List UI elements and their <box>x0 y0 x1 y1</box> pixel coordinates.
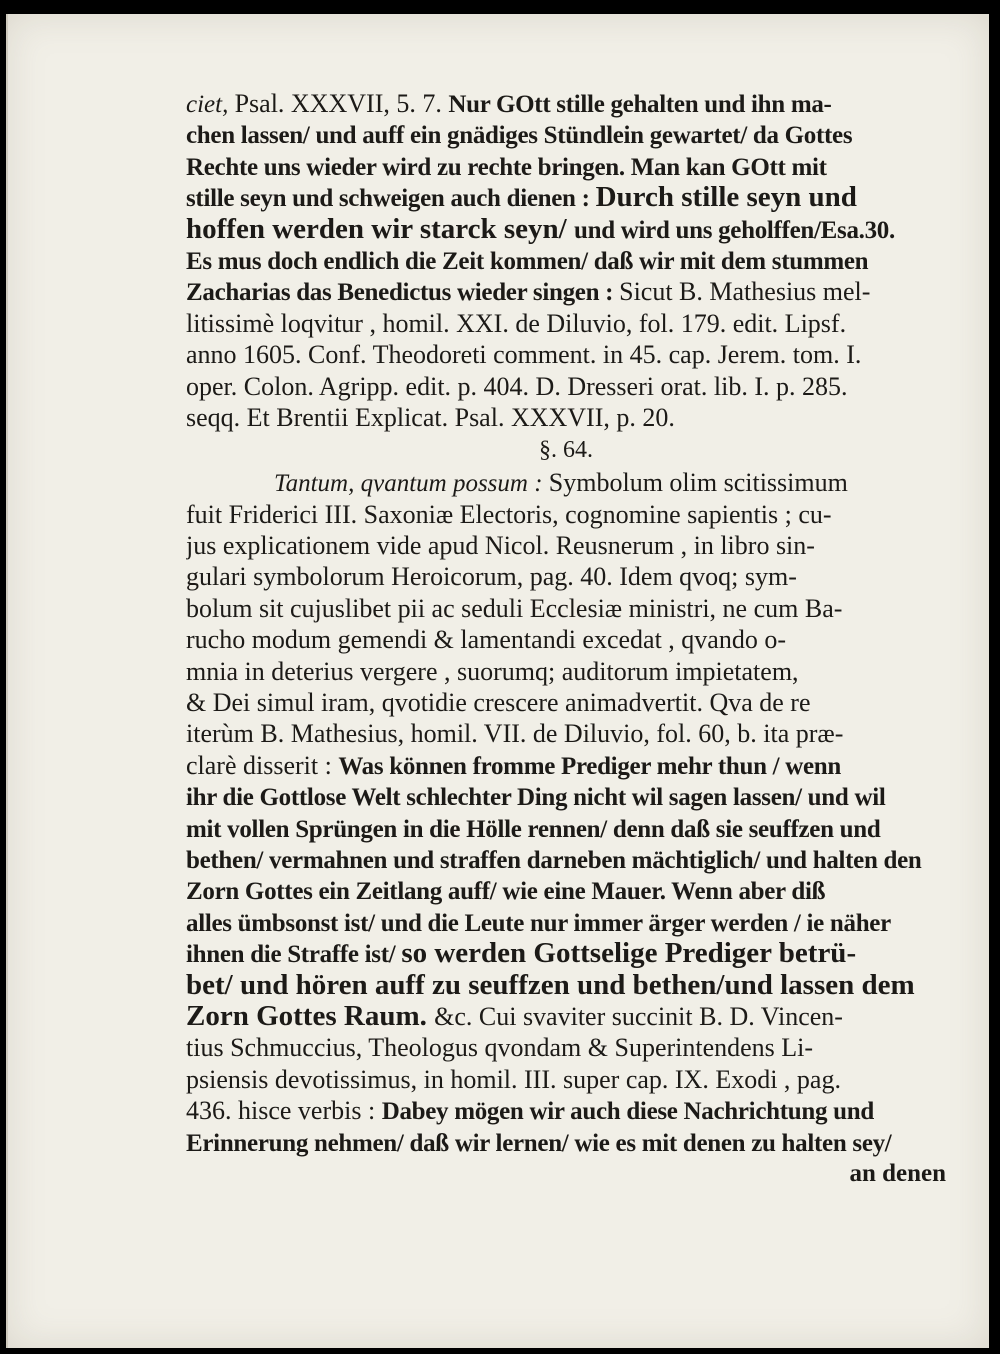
text-segment: tius Schmuccius, Theologus qvondam & Superintendens Li- <box>186 1033 814 1063</box>
text-segment: mit vollen Sprüngen in die Hölle rennen/ denn daß sie seuffzen und <box>186 815 881 843</box>
text-segment: Es mus doch endlich die Zeit kommen/ daß wir mit dem stummen <box>186 247 869 275</box>
text-segment: Was können fromme Prediger mehr thun / wenn <box>338 752 841 780</box>
paragraph-top <box>186 88 946 433</box>
paragraph-section-64-line <box>186 970 946 1001</box>
text-segment: & Dei simul iram, qvotidie crescere animadvertit. Qva de re <box>186 688 811 718</box>
paragraph-top-line <box>186 245 946 276</box>
text-segment: Zorn Gottes Raum. <box>186 1000 435 1032</box>
paragraph-top-line <box>186 88 946 119</box>
paragraph-top-line <box>186 371 946 402</box>
text-segment: und wird uns geholffen/Esa.30. <box>574 216 895 244</box>
paragraph-section-64-line <box>186 1001 946 1032</box>
paragraph-top-line <box>186 276 946 307</box>
text-segment: stille seyn und schweigen auch dienen : <box>186 185 596 213</box>
paragraph-section-64-line <box>186 781 946 812</box>
text-segment: ihr die Gottlose Welt schlechter Ding nicht wil sagen lassen/ und wil <box>186 784 886 812</box>
text-segment: chen lassen/ und auff ein gnädiges Stündlein gewartet/ da Gottes <box>186 122 853 150</box>
paragraph-section-64-line <box>186 499 946 530</box>
paragraph-section-64-line <box>186 1127 946 1158</box>
text-segment: psiensis devotissimus, in homil. III. super cap. IX. Exodi , pag. <box>186 1064 841 1094</box>
paragraph-section-64-line <box>186 1095 946 1126</box>
catchword: an denen <box>849 1159 946 1187</box>
paragraph-section-64-line <box>186 624 946 655</box>
text-segment: hoffen werden wir starck seyn/ <box>186 213 574 245</box>
text-segment: Psal. XXXVII, 5. 7. <box>234 89 449 118</box>
text-segment: Nur GOtt stille gehalten und ihn ma- <box>448 91 832 118</box>
text-segment: oper. Colon. Agripp. edit. p. 404. D. Dresseri orat. lib. I. p. 285. <box>186 371 848 401</box>
text-segment: Rechte uns wieder wird zu rechte bringen. Man kan GOtt mit <box>186 153 827 181</box>
text-segment: jus explicationem vide apud Nicol. Reusnerum , in libro sin- <box>186 531 815 561</box>
page-gutter-edge <box>6 14 8 1348</box>
section-heading: §. 64. <box>539 437 593 464</box>
paragraph-section-64-line <box>186 530 946 561</box>
text-segment: Symbolum olim scitissimum <box>548 468 848 498</box>
paragraph-section-64-line <box>186 656 946 687</box>
text-segment: mnia in deterius vergere , suorumq; auditorum impietatem, <box>186 656 799 686</box>
paragraph-section-64-line <box>186 750 946 781</box>
text-segment: iterùm B. Mathesius, homil. VII. de Diluvio, fol. 60, b. ita præ- <box>186 719 844 749</box>
paragraph-section-64-line <box>186 938 946 969</box>
text-segment: &c. Cui svaviter succinit B. D. Vincen- <box>434 1001 843 1031</box>
paragraph-section-64-line <box>186 813 946 844</box>
paragraph-section-64-line <box>186 593 946 624</box>
paragraph-top-line <box>186 308 946 339</box>
text-segment: rucho modum gemendi & lamentandi excedat , qvando o- <box>186 625 786 655</box>
text-segment: Durch stille seyn und <box>595 182 857 214</box>
paragraph-section-64-line <box>186 718 946 749</box>
book-page <box>6 14 989 1348</box>
text-segment: Zacharias das Benedictus wieder singen : <box>186 279 620 307</box>
text-segment: seqq. Et Brentii Explicat. Psal. XXXVII, p. 20. <box>186 402 675 432</box>
text-segment: clarè disserit : <box>186 750 339 780</box>
text-segment: bet/ und hören auff zu seuffzen und bethen/und lassen dem <box>186 969 915 1001</box>
paragraph-top-line <box>186 402 946 433</box>
text-segment: Zorn Gottes ein Zeitlang auff/ wie eine Mauer. Wenn aber diß <box>186 878 826 906</box>
page-text-block <box>186 88 946 1189</box>
text-segment: 436. hisce verbis : <box>186 1096 382 1126</box>
text-segment: Erinnerung nehmen/ daß wir lernen/ wie es mit denen zu halten sey/ <box>186 1129 892 1157</box>
text-segment: gulari symbolorum Heroicorum, pag. 40. Idem qvoq; sym- <box>186 562 797 592</box>
paragraph-section-64-line <box>186 1064 946 1095</box>
text-segment: so werden Gottselige Prediger betrü- <box>401 938 857 970</box>
paragraph-section-64-line <box>186 844 946 875</box>
text-segment: Tantum, qvantum possum : <box>274 470 549 498</box>
paragraph-top-line <box>186 119 946 150</box>
paragraph-section-64-line <box>186 1032 946 1063</box>
text-segment: ihnen die Straffe ist/ <box>186 941 402 969</box>
paragraph-top-line <box>186 214 946 245</box>
text-segment: Dabey mögen wir auch diese Nachrichtung und <box>381 1098 874 1126</box>
text-segment: bethen/ vermahnen und straffen darneben mächtiglich/ und halten den <box>186 846 922 874</box>
paragraph-section-64-line <box>186 907 946 938</box>
paragraph-section-64 <box>186 467 946 1158</box>
paragraph-section-64-line <box>186 875 946 906</box>
paragraph-top-line <box>186 151 946 182</box>
text-segment: ciet, <box>186 91 235 118</box>
paragraph-section-64-line <box>186 561 946 592</box>
text-segment: bolum sit cujuslibet pii ac seduli Ecclesiæ ministri, ne cum Ba- <box>186 593 843 623</box>
paragraph-top-line <box>186 182 946 213</box>
text-segment: Sicut B. Mathesius mel- <box>619 277 871 307</box>
text-segment: fuit Friderici III. Saxoniæ Electoris, cognomine sapientis ; cu- <box>186 499 832 529</box>
text-segment: anno 1605. Conf. Theodoreti comment. in 45. cap. Jerem. tom. I. <box>186 340 862 370</box>
text-segment: alles ümbsonst ist/ und die Leute nur immer ärger werden / ie näher <box>186 909 891 937</box>
paragraph-section-64-line <box>186 687 946 718</box>
text-segment: litissimè loqvitur , homil. XXI. de Diluvio, fol. 179. edit. Lipsf. <box>186 308 847 338</box>
paragraph-section-64-line <box>186 467 946 498</box>
paragraph-top-line <box>186 339 946 370</box>
